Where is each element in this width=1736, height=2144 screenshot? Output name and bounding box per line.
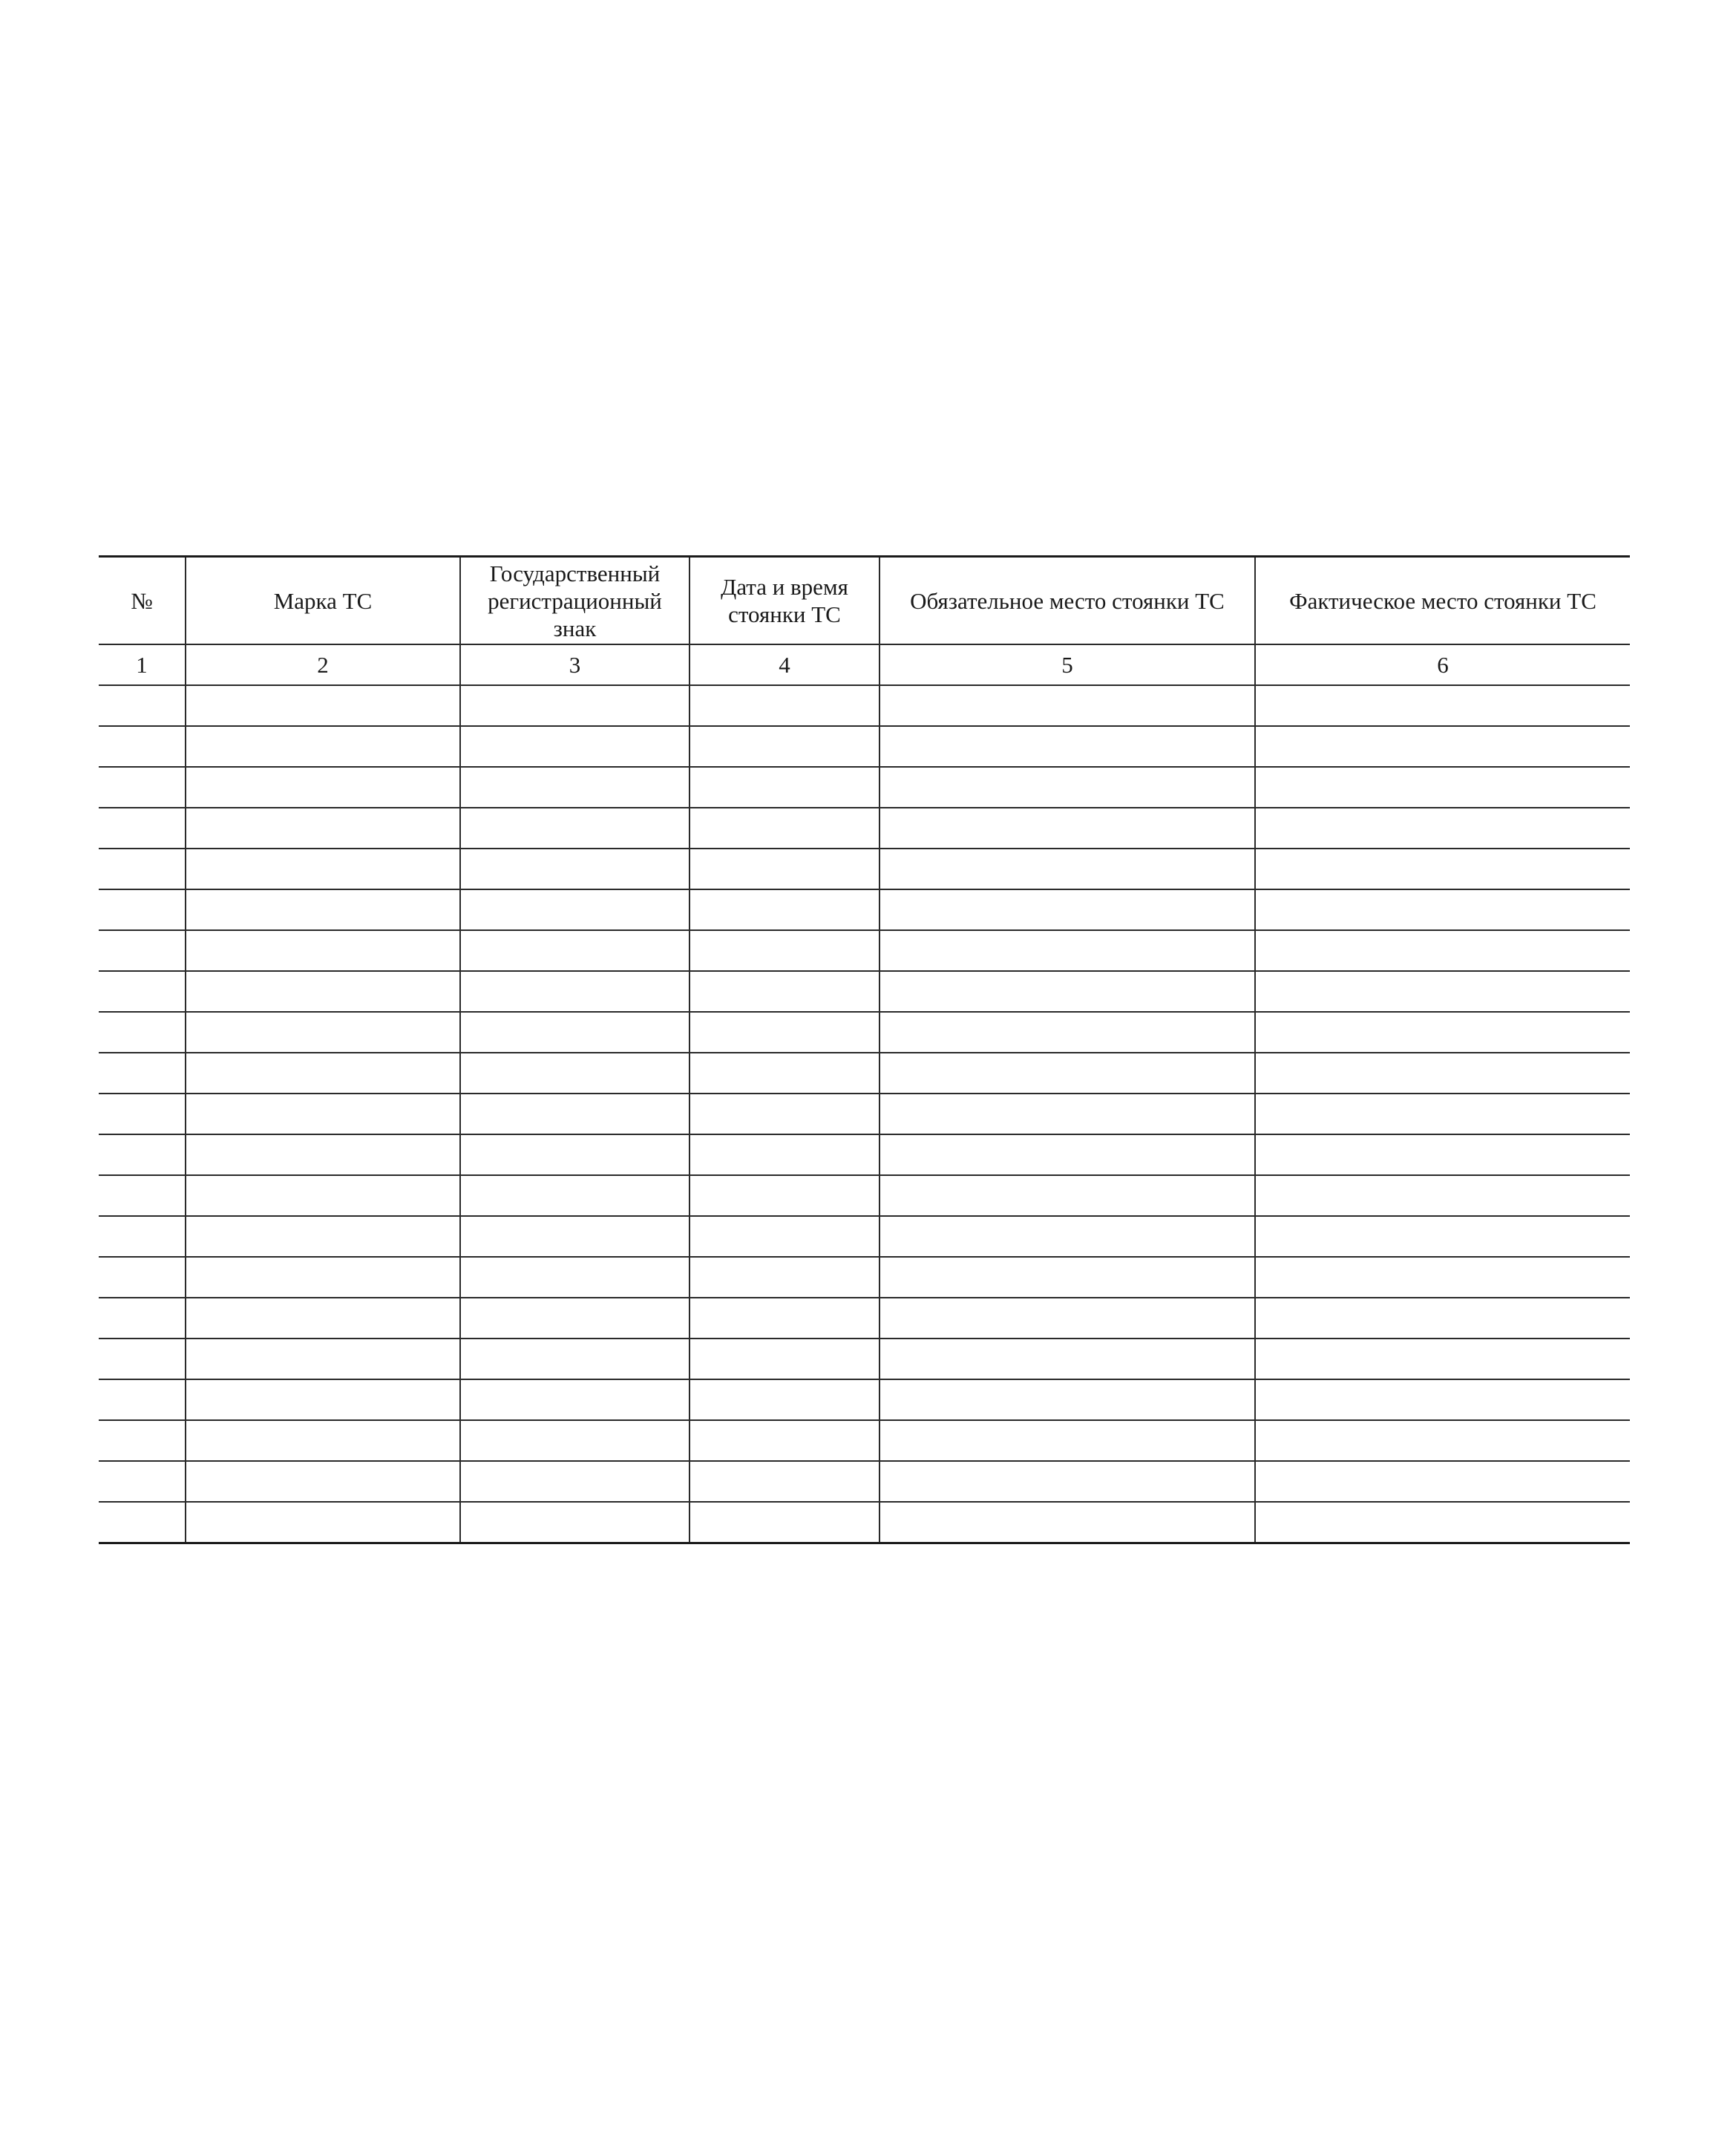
table-cell xyxy=(690,1339,880,1379)
table-cell xyxy=(99,1216,186,1257)
table-cell xyxy=(880,1257,1255,1298)
table-cell xyxy=(690,1012,880,1053)
table-cell xyxy=(186,1216,460,1257)
table-cell xyxy=(880,889,1255,930)
column-number: 2 xyxy=(186,644,460,685)
table-cell xyxy=(880,808,1255,849)
table-cell xyxy=(1255,726,1630,767)
table-cell xyxy=(460,849,690,889)
table-cell xyxy=(99,726,186,767)
table-cell xyxy=(186,1094,460,1134)
table-row xyxy=(99,1257,1630,1298)
table-cell xyxy=(1255,1420,1630,1461)
table-row xyxy=(99,1379,1630,1420)
table-cell xyxy=(186,726,460,767)
table-cell xyxy=(186,930,460,971)
table-cell xyxy=(99,1257,186,1298)
table-cell xyxy=(99,849,186,889)
table-cell xyxy=(186,1298,460,1339)
table-cell xyxy=(460,1379,690,1420)
table-cell xyxy=(1255,1298,1630,1339)
table-cell xyxy=(880,1339,1255,1379)
header-row xyxy=(99,557,1630,645)
table-cell xyxy=(690,1053,880,1094)
table-cell xyxy=(690,1134,880,1175)
table-cell xyxy=(99,1175,186,1216)
table-cell xyxy=(1255,971,1630,1012)
table-cell xyxy=(690,1257,880,1298)
table-cell xyxy=(690,767,880,808)
table-cell xyxy=(99,1094,186,1134)
header-required-parking-place: Обязательное место стоянки ТС xyxy=(880,557,1255,645)
table-cell xyxy=(690,930,880,971)
parking-log-form xyxy=(99,555,1630,1544)
table-cell xyxy=(1255,1175,1630,1216)
table-cell xyxy=(99,767,186,808)
table-cell xyxy=(460,1012,690,1053)
table-row xyxy=(99,1502,1630,1543)
table-cell xyxy=(99,1379,186,1420)
table-cell xyxy=(186,1257,460,1298)
table-row xyxy=(99,930,1630,971)
table-cell xyxy=(186,1134,460,1175)
table-cell xyxy=(1255,1216,1630,1257)
table-cell xyxy=(690,1420,880,1461)
table-cell xyxy=(99,971,186,1012)
table-cell xyxy=(1255,1012,1630,1053)
table-cell xyxy=(460,1134,690,1175)
table-cell xyxy=(880,1053,1255,1094)
table-row xyxy=(99,1339,1630,1379)
table-cell xyxy=(460,971,690,1012)
table-cell xyxy=(460,1175,690,1216)
table-cell xyxy=(880,1420,1255,1461)
table-cell xyxy=(1255,1053,1630,1094)
table-cell xyxy=(1255,1379,1630,1420)
table-cell xyxy=(880,1461,1255,1502)
table-cell xyxy=(690,1216,880,1257)
table-cell xyxy=(690,1461,880,1502)
table-row xyxy=(99,1012,1630,1053)
table-cell xyxy=(186,1012,460,1053)
table-cell xyxy=(186,1461,460,1502)
table-cell xyxy=(880,971,1255,1012)
table-cell xyxy=(99,1012,186,1053)
table-cell xyxy=(880,1379,1255,1420)
table-cell xyxy=(690,971,880,1012)
column-number: 3 xyxy=(460,644,690,685)
table-cell xyxy=(1255,930,1630,971)
table-cell xyxy=(460,1216,690,1257)
table-cell xyxy=(880,1502,1255,1543)
table-cell xyxy=(99,1502,186,1543)
table-cell xyxy=(1255,1134,1630,1175)
table-cell xyxy=(690,1175,880,1216)
parking-log-table xyxy=(99,555,1630,1544)
table-cell xyxy=(460,1339,690,1379)
table-cell xyxy=(99,1420,186,1461)
table-cell xyxy=(186,889,460,930)
table-row xyxy=(99,1420,1630,1461)
table-cell xyxy=(880,1012,1255,1053)
table-row xyxy=(99,1216,1630,1257)
table-cell xyxy=(460,1298,690,1339)
column-number: 5 xyxy=(880,644,1255,685)
table-cell xyxy=(186,1420,460,1461)
table-cell xyxy=(99,685,186,726)
table-cell xyxy=(690,1379,880,1420)
table-cell xyxy=(186,1379,460,1420)
table-cell xyxy=(1255,685,1630,726)
table-cell xyxy=(690,1298,880,1339)
table-row xyxy=(99,685,1630,726)
table-row xyxy=(99,971,1630,1012)
table-cell xyxy=(1255,889,1630,930)
table-cell xyxy=(690,726,880,767)
table-cell xyxy=(186,849,460,889)
table-cell xyxy=(1255,1339,1630,1379)
header-registration-plate: Государственный регистрационный знак xyxy=(460,557,690,645)
table-row xyxy=(99,1461,1630,1502)
table-cell xyxy=(1255,849,1630,889)
table-cell xyxy=(460,1420,690,1461)
table-cell xyxy=(880,1175,1255,1216)
table-cell xyxy=(460,767,690,808)
table-cell xyxy=(1255,1461,1630,1502)
table-row xyxy=(99,1175,1630,1216)
table-cell xyxy=(690,808,880,849)
header-number: № xyxy=(99,557,186,645)
table-cell xyxy=(880,1094,1255,1134)
table-cell xyxy=(460,1502,690,1543)
table-cell xyxy=(99,1339,186,1379)
table-cell xyxy=(186,971,460,1012)
table-cell xyxy=(460,889,690,930)
table-row xyxy=(99,849,1630,889)
table-cell xyxy=(460,685,690,726)
table-cell xyxy=(880,726,1255,767)
table-cell xyxy=(99,1053,186,1094)
table-body xyxy=(99,685,1630,1543)
table-cell xyxy=(460,1257,690,1298)
header-actual-parking-place: Фактическое место стоянки ТС xyxy=(1255,557,1630,645)
table-row xyxy=(99,808,1630,849)
table-row xyxy=(99,767,1630,808)
table-cell xyxy=(460,1053,690,1094)
table-cell xyxy=(690,889,880,930)
table-cell xyxy=(186,1175,460,1216)
table-cell xyxy=(880,1134,1255,1175)
header-parking-datetime: Дата и время стоянки ТС xyxy=(690,557,880,645)
table-cell xyxy=(99,930,186,971)
header-vehicle-make: Марка ТС xyxy=(186,557,460,645)
table-row xyxy=(99,1053,1630,1094)
table-cell xyxy=(460,1461,690,1502)
column-number: 4 xyxy=(690,644,880,685)
table-row xyxy=(99,889,1630,930)
column-number: 6 xyxy=(1255,644,1630,685)
table-row xyxy=(99,1134,1630,1175)
table-cell xyxy=(690,1094,880,1134)
table-cell xyxy=(880,1216,1255,1257)
table-cell xyxy=(880,1298,1255,1339)
table-cell xyxy=(99,889,186,930)
table-row xyxy=(99,1094,1630,1134)
table-cell xyxy=(1255,1257,1630,1298)
table-cell xyxy=(186,1339,460,1379)
table-cell xyxy=(99,1298,186,1339)
table-cell xyxy=(186,1502,460,1543)
table-cell xyxy=(186,685,460,726)
table-cell xyxy=(880,685,1255,726)
table-row xyxy=(99,726,1630,767)
table-cell xyxy=(186,1053,460,1094)
table-cell xyxy=(460,1094,690,1134)
table-cell xyxy=(880,767,1255,808)
table-cell xyxy=(460,808,690,849)
column-number-row xyxy=(99,644,1630,685)
table-cell xyxy=(99,808,186,849)
table-cell xyxy=(880,849,1255,889)
column-number: 1 xyxy=(99,644,186,685)
table-cell xyxy=(690,685,880,726)
table-row xyxy=(99,1298,1630,1339)
table-cell xyxy=(99,1461,186,1502)
table-cell xyxy=(690,849,880,889)
table-cell xyxy=(186,767,460,808)
table-cell xyxy=(1255,808,1630,849)
table-cell xyxy=(186,808,460,849)
table-cell xyxy=(880,930,1255,971)
table-cell xyxy=(99,1134,186,1175)
table-cell xyxy=(690,1502,880,1543)
table-cell xyxy=(1255,1502,1630,1543)
table-cell xyxy=(1255,1094,1630,1134)
table-cell xyxy=(1255,767,1630,808)
table-cell xyxy=(460,930,690,971)
table-cell xyxy=(460,726,690,767)
